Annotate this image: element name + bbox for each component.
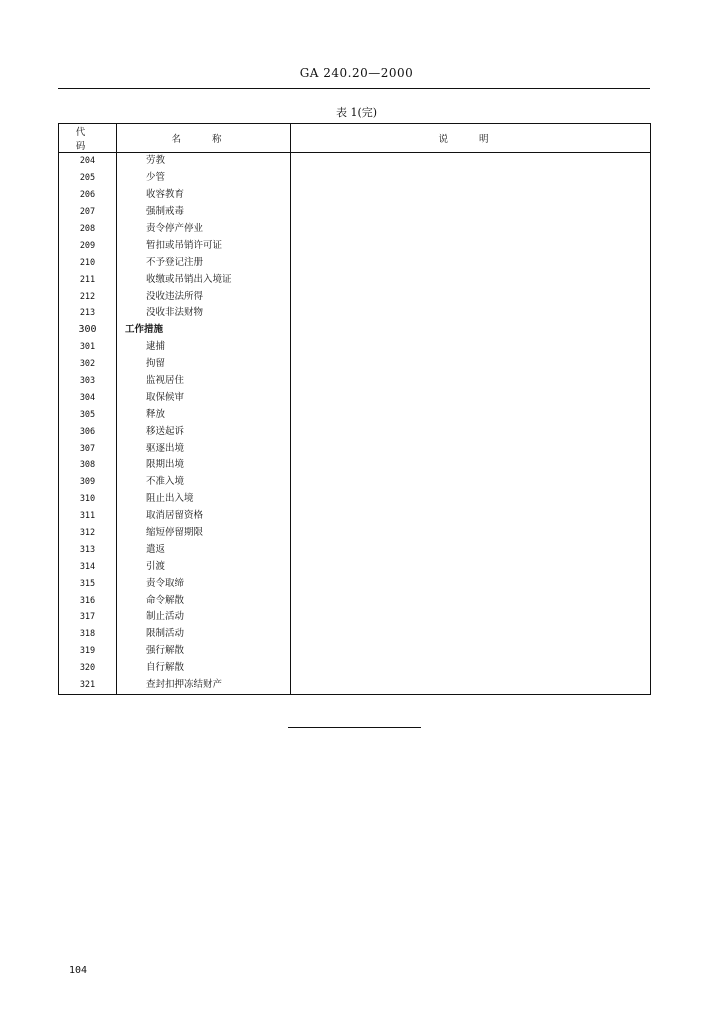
code-cell: 211 xyxy=(79,274,96,285)
name-cell: 不准入境 xyxy=(117,474,291,491)
desc-cell xyxy=(291,440,651,457)
desc-cell xyxy=(291,541,651,558)
desc-cell xyxy=(291,373,651,390)
desc-cell xyxy=(291,221,651,238)
desc-cell xyxy=(291,322,651,339)
table-row xyxy=(59,170,651,187)
table-row xyxy=(59,389,651,406)
name-cell: 限制活动 xyxy=(117,626,291,643)
table-row xyxy=(59,592,651,609)
desc-cell xyxy=(291,558,651,575)
name-cell: 限期出境 xyxy=(117,457,291,474)
table-row xyxy=(59,153,651,170)
desc-cell xyxy=(291,457,651,474)
table-row xyxy=(59,322,651,339)
table-row xyxy=(59,254,651,271)
name-cell: 强制戒毒 xyxy=(117,204,291,221)
name-cell: 查封扣押冻结财产 xyxy=(117,677,291,694)
desc-cell xyxy=(291,660,651,677)
name-cell: 引渡 xyxy=(117,558,291,575)
table-row xyxy=(59,271,651,288)
name-cell: 释放 xyxy=(117,406,291,423)
desc-cell xyxy=(291,339,651,356)
page-number: 104 xyxy=(69,965,88,976)
code-cell: 320 xyxy=(79,663,96,674)
code-cell: 302 xyxy=(79,359,96,370)
code-cell: 314 xyxy=(79,561,96,572)
name-cell: 遣返 xyxy=(117,541,291,558)
code-cell: 212 xyxy=(79,291,96,302)
desc-cell xyxy=(291,474,651,491)
desc-cell xyxy=(291,187,651,204)
desc-cell xyxy=(291,237,651,254)
desc-cell xyxy=(291,592,651,609)
desc-cell xyxy=(291,575,651,592)
code-cell: 321 xyxy=(59,677,117,694)
desc-cell xyxy=(291,609,651,626)
desc-cell xyxy=(291,170,651,187)
table-row xyxy=(59,440,651,457)
table-row xyxy=(59,423,651,440)
code-cell: 305 xyxy=(79,409,96,420)
name-cell: 阻止出入境 xyxy=(117,491,291,508)
table-row xyxy=(59,491,651,508)
column-header-desc: 说 明 xyxy=(291,124,651,153)
name-cell: 责令停产停业 xyxy=(117,221,291,238)
code-cell: 205 xyxy=(79,173,96,184)
name-cell: 收缴或吊销出入境证 xyxy=(117,271,291,288)
desc-cell xyxy=(291,254,651,271)
code-cell: 312 xyxy=(79,528,96,539)
desc-cell xyxy=(291,626,651,643)
code-cell: 309 xyxy=(79,477,96,488)
table-row xyxy=(59,457,651,474)
name-cell: 收容教育 xyxy=(117,187,291,204)
name-cell: 责令取缔 xyxy=(117,575,291,592)
code-cell: 207 xyxy=(79,207,96,218)
name-cell: 制止活动 xyxy=(117,609,291,626)
desc-cell xyxy=(291,204,651,221)
code-cell: 301 xyxy=(79,342,96,353)
code-cell: 307 xyxy=(79,443,96,454)
desc-cell xyxy=(291,305,651,322)
table-row xyxy=(59,575,651,592)
desc-cell xyxy=(291,389,651,406)
code-cell: 310 xyxy=(79,494,96,505)
name-cell: 强行解散 xyxy=(117,643,291,660)
code-cell: 316 xyxy=(79,595,96,606)
table-row xyxy=(59,288,651,305)
code-cell: 209 xyxy=(79,240,96,251)
table-row xyxy=(59,626,651,643)
table-row xyxy=(59,474,651,491)
table-row xyxy=(59,508,651,525)
header-rule xyxy=(58,88,650,89)
table-row xyxy=(59,204,651,221)
name-cell: 没收违法所得 xyxy=(117,288,291,305)
table-row xyxy=(59,677,651,694)
desc-cell xyxy=(291,356,651,373)
table-row xyxy=(59,237,651,254)
code-cell: 318 xyxy=(79,629,96,640)
table-row xyxy=(59,221,651,238)
name-cell: 监视居住 xyxy=(117,373,291,390)
code-cell: 308 xyxy=(79,460,96,471)
column-header-name: 名 称 xyxy=(117,124,291,153)
desc-cell xyxy=(291,406,651,423)
name-cell: 不予登记注册 xyxy=(117,254,291,271)
code-cell: 304 xyxy=(79,392,96,403)
name-cell: 取保候审 xyxy=(117,389,291,406)
code-cell: 311 xyxy=(79,511,96,522)
name-cell: 没收非法财物 xyxy=(117,305,291,322)
end-rule xyxy=(288,727,421,728)
name-cell: 拘留 xyxy=(117,356,291,373)
desc-cell xyxy=(291,508,651,525)
code-cell: 317 xyxy=(79,612,96,623)
code-cell: 306 xyxy=(79,426,96,437)
code-cell: 313 xyxy=(79,544,96,555)
table-row xyxy=(59,305,651,322)
table-header-row xyxy=(59,124,651,153)
name-cell: 劳教 xyxy=(117,153,291,170)
code-cell: 206 xyxy=(79,190,96,201)
table-row xyxy=(59,609,651,626)
desc-cell xyxy=(291,525,651,542)
table-row xyxy=(59,339,651,356)
name-cell: 驱逐出境 xyxy=(117,440,291,457)
table-row xyxy=(59,660,651,677)
table-row xyxy=(59,406,651,423)
desc-cell xyxy=(291,643,651,660)
code-table xyxy=(58,123,651,695)
code-cell: 300 xyxy=(78,324,97,336)
name-cell: 自行解散 xyxy=(117,660,291,677)
code-cell: 204 xyxy=(79,156,96,167)
table-row xyxy=(59,525,651,542)
name-cell: 逮捕 xyxy=(117,339,291,356)
desc-cell xyxy=(291,288,651,305)
code-cell: 213 xyxy=(79,308,96,319)
desc-cell xyxy=(291,677,651,694)
name-cell: 少管 xyxy=(117,170,291,187)
name-cell: 取消居留资格 xyxy=(117,508,291,525)
name-cell: 缩短停留期限 xyxy=(117,525,291,542)
table-row xyxy=(59,356,651,373)
code-cell: 210 xyxy=(79,257,96,268)
name-cell: 暂扣或吊销许可证 xyxy=(117,237,291,254)
table-caption: 表 1(完) xyxy=(335,106,378,119)
name-cell: 移送起诉 xyxy=(117,423,291,440)
table-row xyxy=(59,373,651,390)
desc-cell xyxy=(291,423,651,440)
standard-number-header: GA 240.20—2000 xyxy=(299,66,414,80)
code-cell: 208 xyxy=(79,224,96,234)
table-row xyxy=(59,541,651,558)
code-cell: 319 xyxy=(79,646,96,657)
column-header-code: 代 码 xyxy=(59,124,117,153)
name-cell: 命令解散 xyxy=(117,592,291,609)
desc-cell xyxy=(291,153,651,170)
desc-cell xyxy=(291,271,651,288)
table-body xyxy=(59,153,651,695)
table-row xyxy=(59,187,651,204)
desc-cell xyxy=(291,491,651,508)
name-cell: 工作措施 xyxy=(117,322,291,339)
table-row xyxy=(59,558,651,575)
table-row xyxy=(59,643,651,660)
code-cell: 315 xyxy=(79,578,96,589)
code-cell: 303 xyxy=(79,376,96,387)
